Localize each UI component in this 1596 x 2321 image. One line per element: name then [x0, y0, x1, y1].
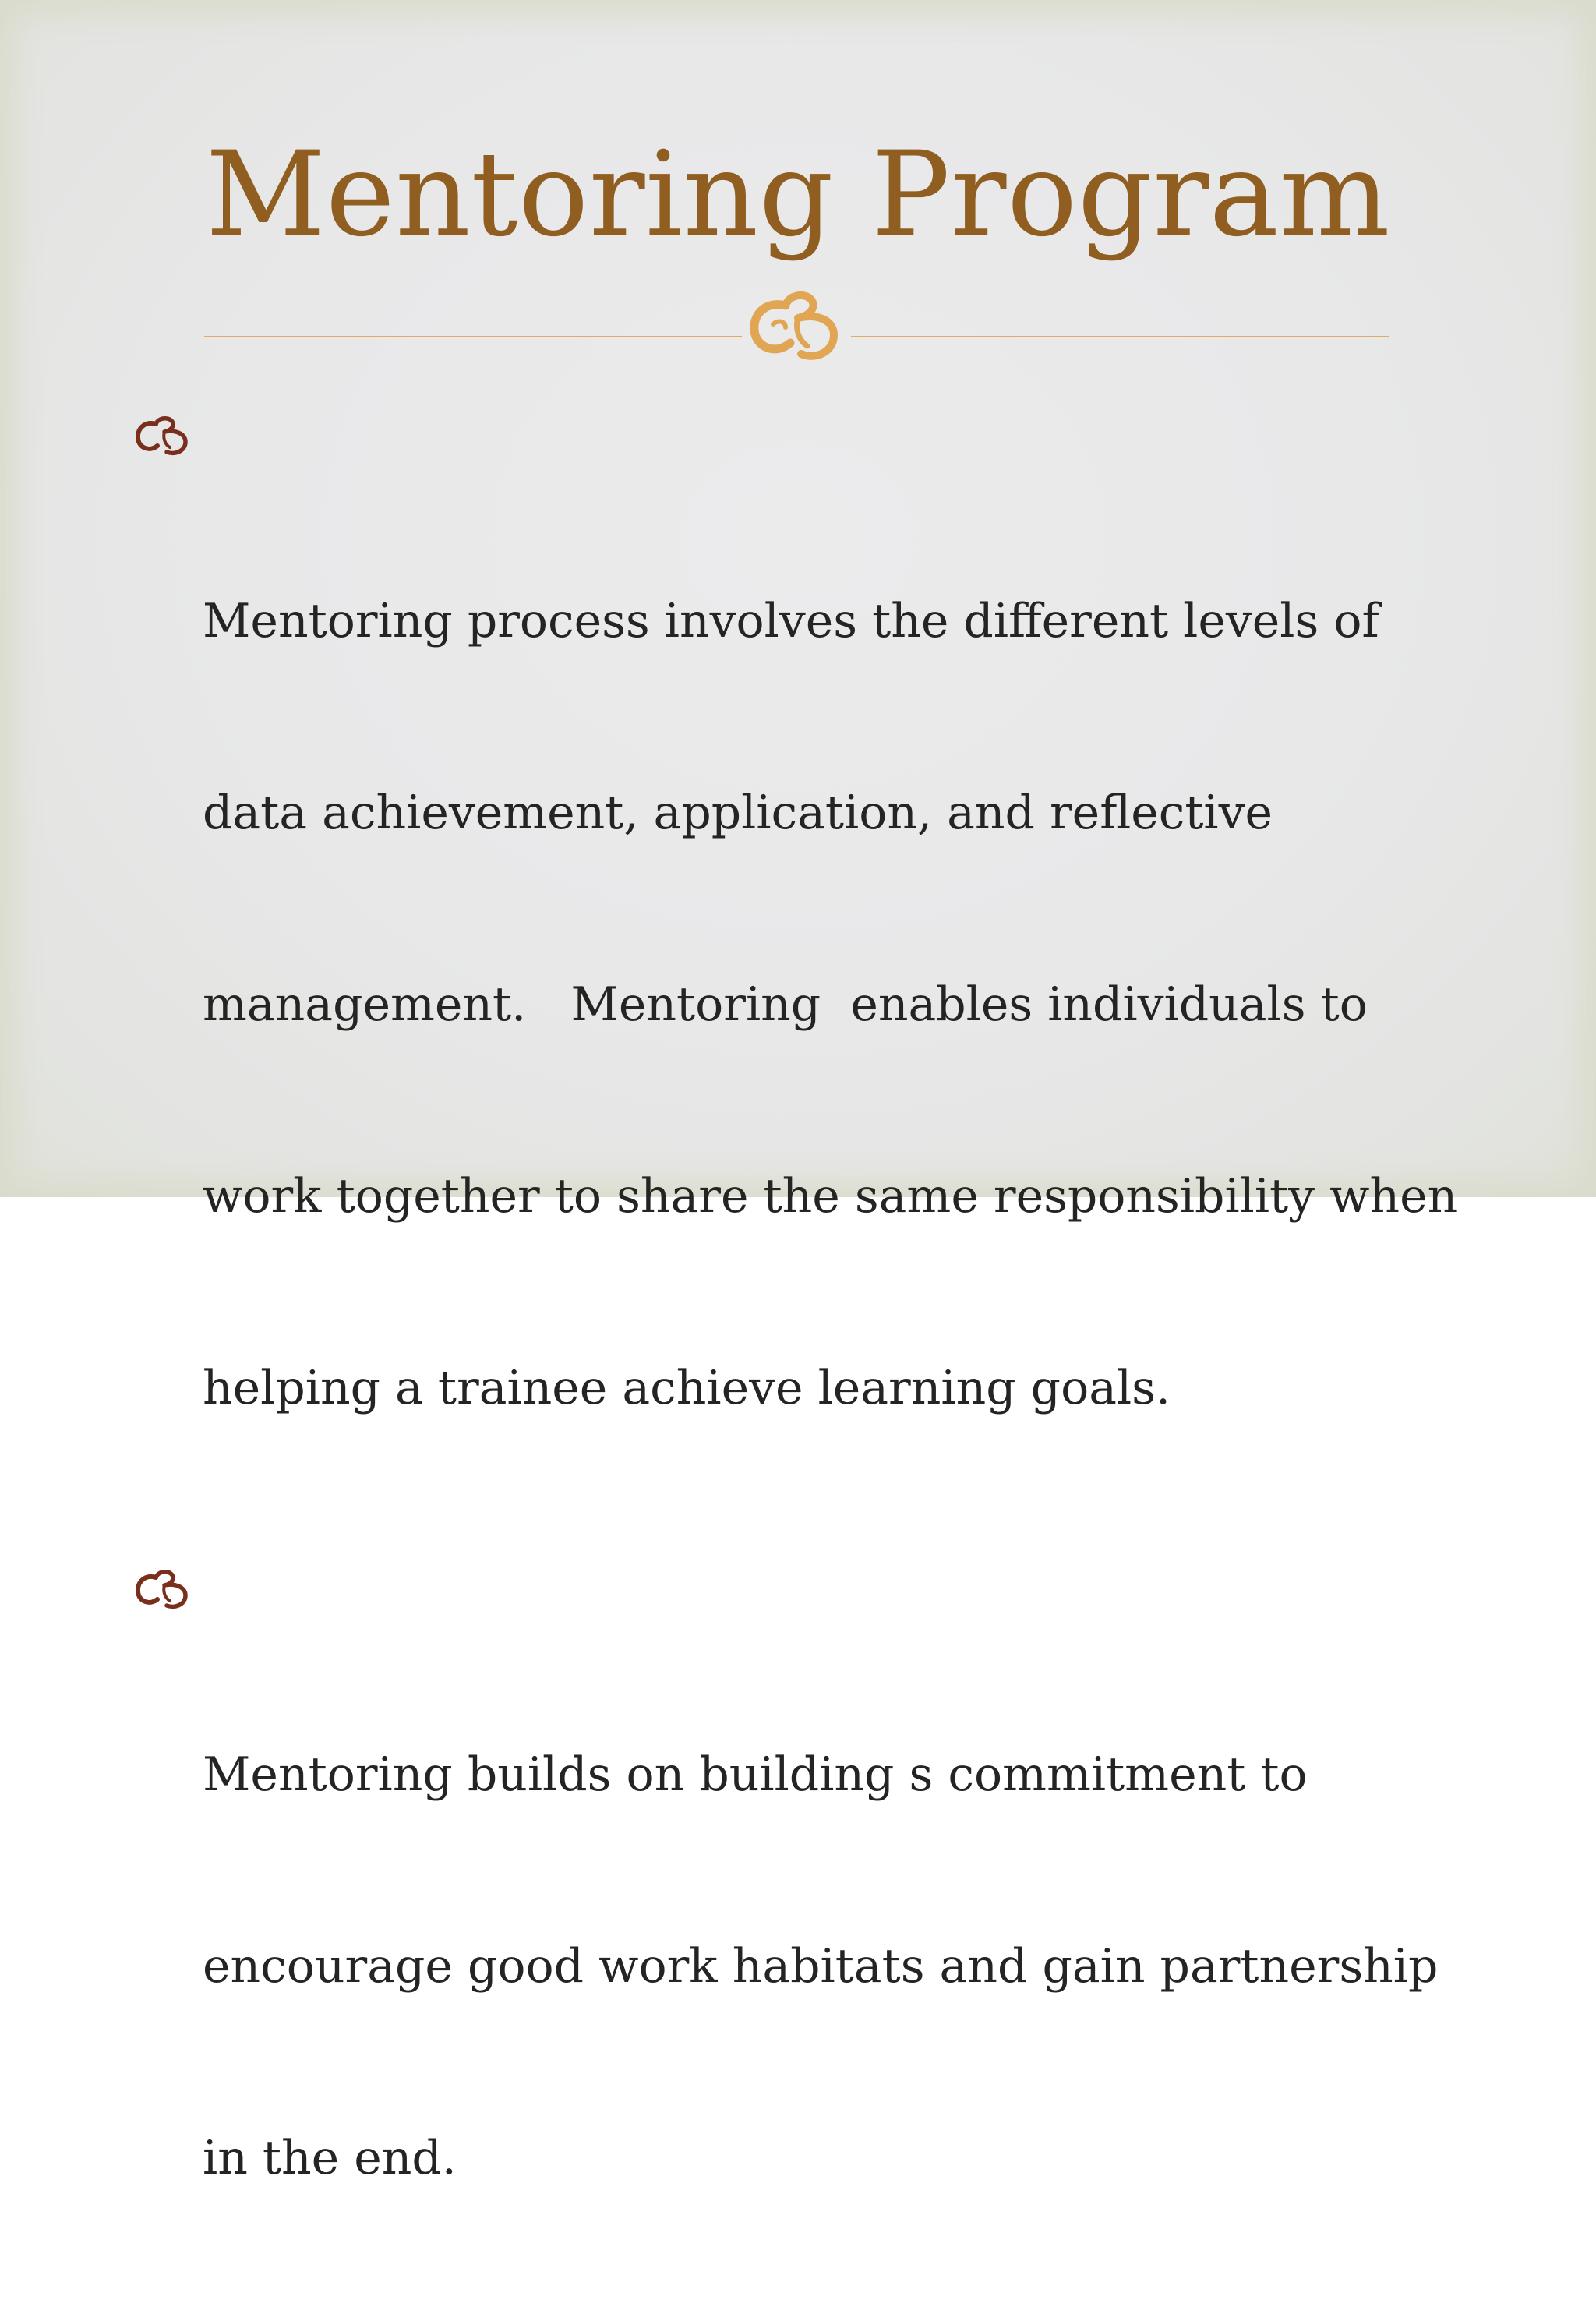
- bullet-line: Mentoring process involves the different levels of: [203, 594, 1379, 648]
- bullet-item: [134, 1551, 1459, 2318]
- flourish-bullet-icon: [134, 413, 190, 457]
- flourish-bullet-icon: [134, 1567, 190, 1610]
- divider-line-right: [851, 336, 1389, 337]
- slide-title: Mentoring Program: [205, 127, 1391, 263]
- divider-line-left: [204, 336, 742, 337]
- bullet-item: [134, 397, 1459, 1548]
- bullet-line: data achievement, application, and reflective: [203, 786, 1273, 840]
- slide-body: [134, 397, 1459, 2321]
- title-divider: [204, 265, 1389, 359]
- bullet-line: in the end.: [203, 2131, 457, 2185]
- bullet-line: helping a trainee achieve learning goals.: [203, 1361, 1171, 1415]
- bullet-line: encourage good work habitats and gain partnership: [203, 1939, 1439, 1994]
- bullet-line: work together to share the same responsibility when: [203, 1169, 1458, 1224]
- bullet-line: management. Mentoring enables individuals to: [203, 977, 1368, 1032]
- bullet-line: Mentoring builds on building s commitment to: [203, 1747, 1308, 1802]
- flourish-ornament-icon: [742, 279, 851, 373]
